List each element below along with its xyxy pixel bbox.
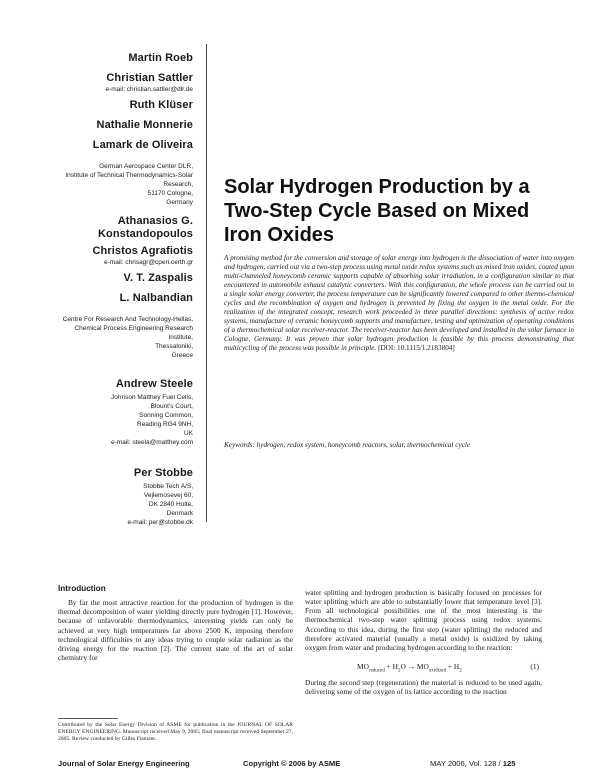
paragraph: During the second step (regeneration) the material is reduced to be used again, delivering some of the oxygen of its lattice according to the reaction <box>305 678 542 697</box>
author-affiliation: Stobbe Tech A/S, Vejlemosevej 60, DK 2840 Holte, Denmark e-mail: per@stobbe.dk <box>127 483 193 526</box>
abstract-text: A promising method for the conversion and storage of solar energy into hydrogen is the dissociation of water into oxygen and hydrogen, carried out via a two-step process using metal oxide redox systems such as mixed iron oxides, coated upon multi-channeled honeycomb ceramic supports capable of absorbing solar irradiation, in a configuration similar to that encountered in automobile exhaust catalytic converters. With this configuration, the whole process can be carried out in a single solar energy converter, the process temperature can be significantly lowered compared to other thermo-chemical cycles and the recombination of oxygen and hydrogen is prevented by fixing the oxygen in the metal oxide. For the realization of the integrated concept, research work proceeded in three parallel directions: synthesis of active redox systems, manufacture of ceramic honeycomb supports and manufacture, testing and optimization of operating conditions of a thermochemical solar receiver-reactor. The receiver-reactor has been developed and installed in the solar furnace in Cologne, Germany. It was proven that solar hydrogen production is feasible by this process demonstrating that multicycling of the process was possible in principle. <box>224 254 574 352</box>
author-name: L. Nalbandian <box>119 292 193 304</box>
footnote: Contributed by the Solar Energy Division of ASME for publication in the JOURNAL OF SOLAR ENERGY ENGINEERING. Manuscript received May 9, 2005; final manuscript received September 27, 2005. Review conducted by Gilles Flamant. <box>58 722 293 743</box>
author-affiliation: German Aerospace Center DLR, Institute of Technical Thermodynamics-Solar Research, 51170 Cologne, Germany <box>65 163 193 206</box>
author-email: e-mail: christian.sattler@dlr.de <box>105 86 193 93</box>
equation-number: (1) <box>530 662 539 672</box>
doi: [DOI: 10.1115/1.2183804] <box>376 343 455 352</box>
author-list <box>40 52 193 535</box>
author-email: e-mail: chrisagr@cperi.certh.gr <box>104 259 193 266</box>
author-name: Christian Sattler <box>106 72 193 84</box>
column-divider <box>206 44 207 522</box>
paragraph: By far the most attractive reaction for the production of hydrogen is the thermal decomposition of water yielding directly pure hydrogen [1]. However, because of unfavorable thermodynamics, interesting yields can only be achieved at very high temperatures far above 2500 K, imposing therefore technological difficulties to any ideas trying to couple solar radiation as the driving energy for the reaction [2]. The current state of the art of solar chemistry for <box>58 598 293 663</box>
footer-journal: Journal of Solar Energy Engineering <box>58 759 190 768</box>
paper-title: Solar Hydrogen Production by a Two-Step Cycle Based on Mixed Iron Oxides <box>224 176 530 246</box>
author-affiliation: Centre For Research And Technology-Hellas, Chemical Process Engineering Research Institute, Thessaloniki, Greece <box>62 316 193 359</box>
keywords: Keywords: hydrogen, redox system, honeycomb reactors, solar, thermochemical cycle <box>224 441 471 449</box>
author-name: V. T. Zaspalis <box>123 272 193 284</box>
author-name: Christos Agrafiotis <box>92 245 193 257</box>
equation-body: $MO_{reduced} + H_2O \to MO_{oxidized} + H_2$ <box>357 662 462 674</box>
body-column-right <box>305 588 542 696</box>
equation <box>305 660 542 674</box>
author-name: Athanasios G. Konstandopoulos <box>98 215 193 240</box>
author-name: Martin Roeb <box>128 52 193 64</box>
body-column-left <box>58 584 293 662</box>
section-heading: Introduction <box>58 584 106 593</box>
footer-copyright: Copyright © 2006 by ASME <box>243 759 341 768</box>
author-name: Nathalie Monnerie <box>96 119 193 131</box>
footer-issue: MAY 2006, Vol. 128 / 125 <box>430 759 516 768</box>
author-name: Lamark de Oliveira <box>92 139 193 151</box>
abstract <box>224 254 574 352</box>
author-affiliation: Johnson Matthey Fuel Cells, Blount's Court, Sonning Common, Reading RG4 9NH, UK e-mail: steela@matthey.com <box>110 394 193 446</box>
footnote-rule <box>58 718 118 719</box>
author-name: Andrew Steele <box>115 378 193 390</box>
author-name: Per Stobbe <box>133 467 193 479</box>
author-name: Ruth Klüser <box>129 99 193 111</box>
paragraph: water splitting and hydrogen production is basically focused on processes for water splitting which are able to substantially lower that temperature level [3]. From all technological possibilities one of the most interesting is the thermochemical two-step water splitting process using redox systems. According to this idea, during the first step (water splitting) the reduced and therefore activated material (usually a metal oxide) is oxidized by taking oxygen from water and producing hydrogen according to the reaction: <box>305 588 542 652</box>
page-number: 125 <box>502 759 516 768</box>
